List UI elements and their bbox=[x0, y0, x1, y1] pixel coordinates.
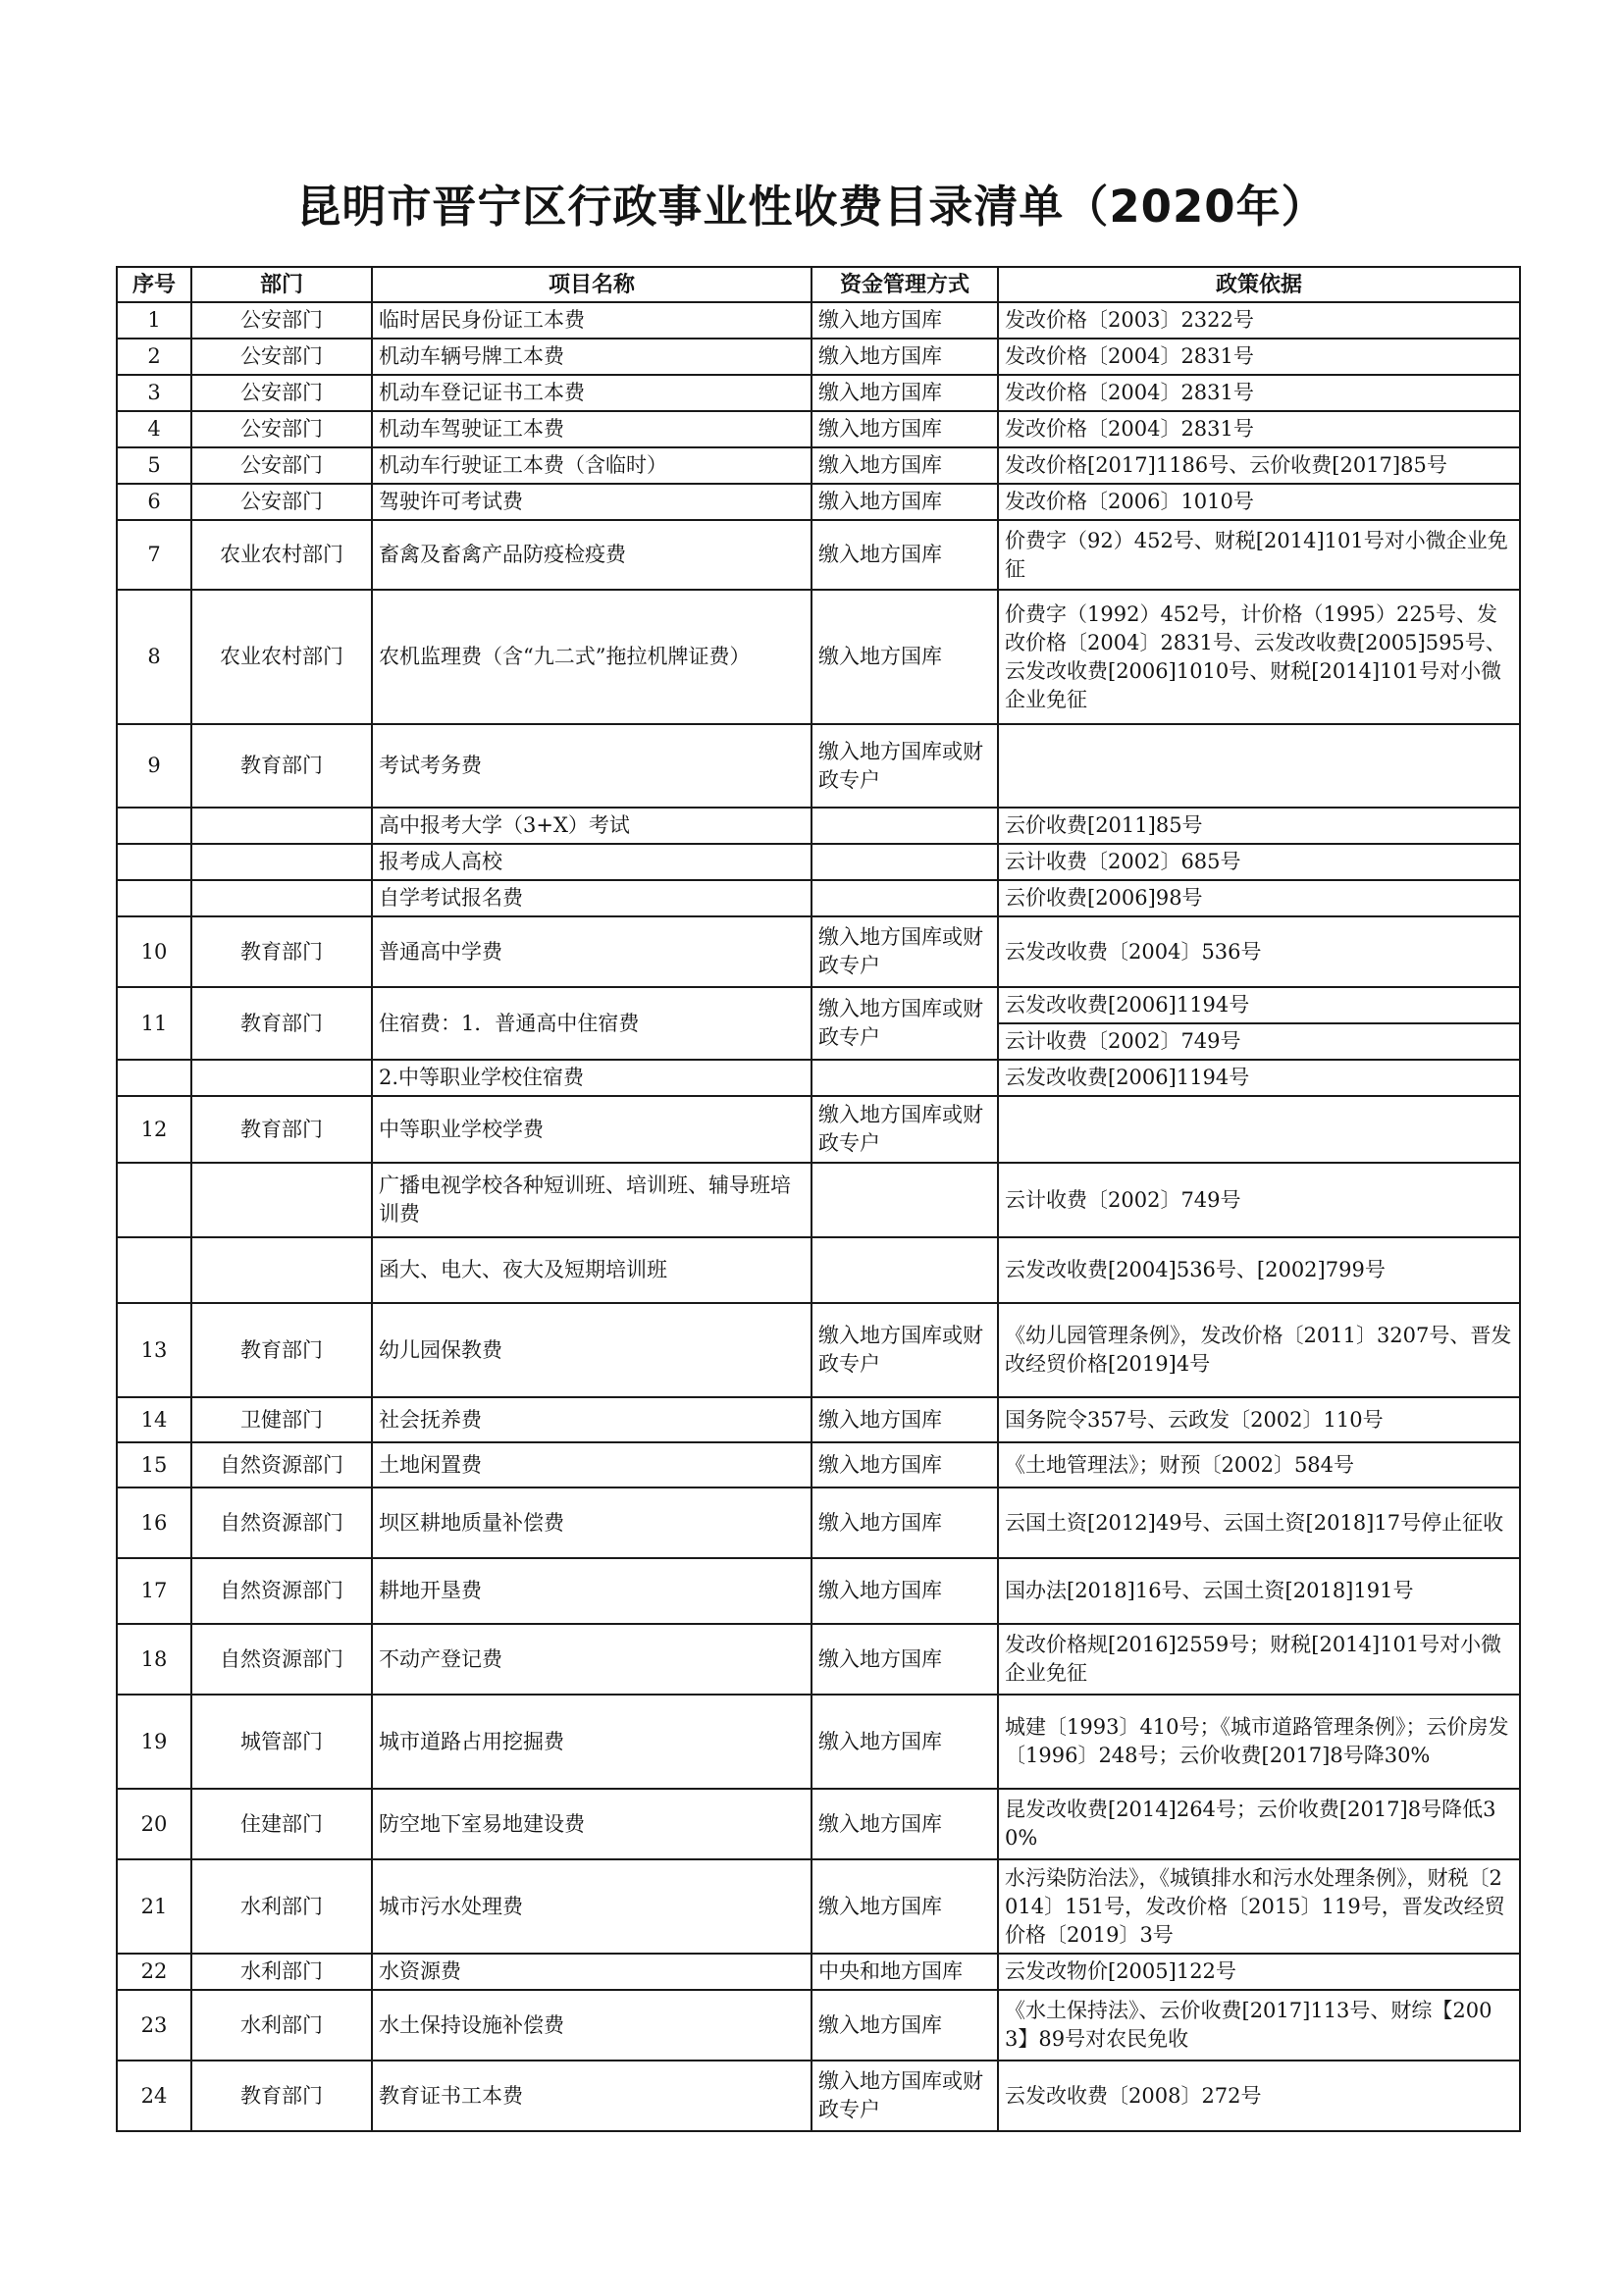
row-item: 水资源费 bbox=[372, 1954, 812, 1990]
row-fund: 缴入地方国库 bbox=[812, 1397, 998, 1442]
row-number: 3 bbox=[117, 375, 191, 411]
table-row bbox=[117, 411, 1520, 447]
header-fund: 资金管理方式 bbox=[812, 267, 998, 302]
table-row bbox=[117, 808, 1520, 844]
row-fund: 缴入地方国库 bbox=[812, 411, 998, 447]
row-policy bbox=[998, 724, 1520, 808]
table-row bbox=[117, 1695, 1520, 1789]
table-row bbox=[117, 1096, 1520, 1163]
row-policy: 云计收费〔2002〕749号 bbox=[998, 1163, 1520, 1237]
row-policy: 城建〔1993〕410号；《城市道路管理条例》；云价房发〔1996〕248号；云价收费[2017]8号降30% bbox=[998, 1695, 1520, 1789]
row-item: 广播电视学校各种短训班、培训班、辅导班培训费 bbox=[372, 1163, 812, 1237]
table-row bbox=[117, 339, 1520, 375]
row-item: 防空地下室易地建设费 bbox=[372, 1789, 812, 1859]
row-item: 函大、电大、夜大及短期培训班 bbox=[372, 1237, 812, 1303]
page-title: 昆明市晋宁区行政事业性收费目录清单（2020年） bbox=[296, 181, 1327, 233]
row-item: 驾驶许可考试费 bbox=[372, 484, 812, 520]
row-fund: 缴入地方国库或财政专户 bbox=[812, 724, 998, 808]
row-department: 自然资源部门 bbox=[191, 1624, 372, 1695]
row-number: 20 bbox=[117, 1789, 191, 1859]
row-item: 自学考试报名费 bbox=[372, 880, 812, 916]
row-item: 不动产登记费 bbox=[372, 1624, 812, 1695]
table-row bbox=[117, 1303, 1520, 1397]
row-fund: 缴入地方国库 bbox=[812, 1990, 998, 2061]
row-department: 公安部门 bbox=[191, 339, 372, 375]
row-item: 考试考务费 bbox=[372, 724, 812, 808]
row-fund: 缴入地方国库 bbox=[812, 375, 998, 411]
table-row bbox=[117, 484, 1520, 520]
row-policy: 云发改收费[2006]1194号 bbox=[998, 987, 1520, 1023]
row-policy: 《幼儿园管理条例》，发改价格〔2011〕3207号、晋发改经贸价格[2019]4号 bbox=[998, 1303, 1520, 1397]
row-item: 机动车登记证书工本费 bbox=[372, 375, 812, 411]
row-fund: 缴入地方国库或财政专户 bbox=[812, 987, 998, 1060]
row-number bbox=[117, 1163, 191, 1237]
row-number: 10 bbox=[117, 916, 191, 987]
row-item: 中等职业学校学费 bbox=[372, 1096, 812, 1163]
row-department: 自然资源部门 bbox=[191, 1558, 372, 1624]
row-policy: 国务院令357号、云政发〔2002〕110号 bbox=[998, 1397, 1520, 1442]
table-row bbox=[117, 987, 1520, 1023]
row-number bbox=[117, 1237, 191, 1303]
table-row bbox=[117, 590, 1520, 724]
row-department bbox=[191, 1237, 372, 1303]
row-item: 耕地开垦费 bbox=[372, 1558, 812, 1624]
table-row bbox=[117, 302, 1520, 339]
row-number: 24 bbox=[117, 2061, 191, 2131]
row-department: 公安部门 bbox=[191, 375, 372, 411]
row-fund: 缴入地方国库 bbox=[812, 1695, 998, 1789]
row-fund: 缴入地方国库 bbox=[812, 1558, 998, 1624]
table-row bbox=[117, 880, 1520, 916]
row-department: 住建部门 bbox=[191, 1789, 372, 1859]
row-fund bbox=[812, 1060, 998, 1096]
row-item: 普通高中学费 bbox=[372, 916, 812, 987]
row-number: 6 bbox=[117, 484, 191, 520]
row-department: 水利部门 bbox=[191, 1990, 372, 2061]
row-fund: 缴入地方国库 bbox=[812, 484, 998, 520]
table-row bbox=[117, 1163, 1520, 1237]
row-number: 9 bbox=[117, 724, 191, 808]
row-number: 13 bbox=[117, 1303, 191, 1397]
row-policy: 发改价格〔2004〕2831号 bbox=[998, 411, 1520, 447]
table-row bbox=[117, 520, 1520, 590]
table-row bbox=[117, 1442, 1520, 1487]
row-number: 16 bbox=[117, 1487, 191, 1558]
row-department: 教育部门 bbox=[191, 987, 372, 1060]
row-fund: 缴入地方国库 bbox=[812, 1487, 998, 1558]
row-department: 公安部门 bbox=[191, 302, 372, 339]
row-item: 坝区耕地质量补偿费 bbox=[372, 1487, 812, 1558]
row-department: 公安部门 bbox=[191, 484, 372, 520]
fee-table bbox=[116, 266, 1521, 2132]
row-department: 农业农村部门 bbox=[191, 520, 372, 590]
row-department: 教育部门 bbox=[191, 1303, 372, 1397]
row-department: 自然资源部门 bbox=[191, 1487, 372, 1558]
row-fund: 缴入地方国库 bbox=[812, 1789, 998, 1859]
row-policy: 发改价格规[2016]2559号；财税[2014]101号对小微企业免征 bbox=[998, 1624, 1520, 1695]
row-policy-secondary: 云计收费〔2002〕749号 bbox=[998, 1023, 1520, 1060]
row-fund: 缴入地方国库 bbox=[812, 447, 998, 484]
row-department: 教育部门 bbox=[191, 724, 372, 808]
row-policy: 云价收费[2011]85号 bbox=[998, 808, 1520, 844]
row-fund: 中央和地方国库 bbox=[812, 1954, 998, 1990]
row-number: 4 bbox=[117, 411, 191, 447]
row-policy: 《土地管理法》；财预〔2002〕584号 bbox=[998, 1442, 1520, 1487]
row-item: 幼儿园保教费 bbox=[372, 1303, 812, 1397]
row-department: 教育部门 bbox=[191, 2061, 372, 2131]
row-item: 机动车辆号牌工本费 bbox=[372, 339, 812, 375]
row-policy: 云发改收费[2004]536号、[2002]799号 bbox=[998, 1237, 1520, 1303]
row-number: 2 bbox=[117, 339, 191, 375]
row-number: 18 bbox=[117, 1624, 191, 1695]
row-item: 土地闲置费 bbox=[372, 1442, 812, 1487]
row-policy: 昆发改收费[2014]264号；云价收费[2017]8号降低30% bbox=[998, 1789, 1520, 1859]
row-policy: 水污染防治法》，《城镇排水和污水处理条例》，财税〔2014〕151号，发改价格〔2015〕119号，晋发改经贸价格〔2019〕3号 bbox=[998, 1859, 1520, 1954]
row-policy: 国办法[2018]16号、云国土资[2018]191号 bbox=[998, 1558, 1520, 1624]
table-row bbox=[117, 916, 1520, 987]
header-dept: 部门 bbox=[191, 267, 372, 302]
table-row bbox=[117, 375, 1520, 411]
row-policy: 云发改收费〔2008〕272号 bbox=[998, 2061, 1520, 2131]
row-policy: 云发改物价[2005]122号 bbox=[998, 1954, 1520, 1990]
row-fund: 缴入地方国库或财政专户 bbox=[812, 916, 998, 987]
row-fund bbox=[812, 1163, 998, 1237]
table-row bbox=[117, 1789, 1520, 1859]
row-policy: 价费字（92）452号、财税[2014]101号对小微企业免征 bbox=[998, 520, 1520, 590]
row-policy: 云发改收费〔2004〕536号 bbox=[998, 916, 1520, 987]
row-item: 报考成人高校 bbox=[372, 844, 812, 880]
row-fund: 缴入地方国库 bbox=[812, 339, 998, 375]
row-fund bbox=[812, 880, 998, 916]
row-policy: 发改价格〔2006〕1010号 bbox=[998, 484, 1520, 520]
row-number: 15 bbox=[117, 1442, 191, 1487]
row-department: 教育部门 bbox=[191, 1096, 372, 1163]
row-number bbox=[117, 844, 191, 880]
table-row bbox=[117, 1558, 1520, 1624]
table-row bbox=[117, 1397, 1520, 1442]
row-fund: 缴入地方国库 bbox=[812, 302, 998, 339]
row-number: 1 bbox=[117, 302, 191, 339]
row-fund: 缴入地方国库 bbox=[812, 1859, 998, 1954]
row-item: 社会抚养费 bbox=[372, 1397, 812, 1442]
row-fund: 缴入地方国库 bbox=[812, 590, 998, 724]
row-item: 住宿费：1．普通高中住宿费 bbox=[372, 987, 812, 1060]
row-policy: 发改价格〔2003〕2322号 bbox=[998, 302, 1520, 339]
row-fund bbox=[812, 844, 998, 880]
table-row bbox=[117, 1624, 1520, 1695]
row-department bbox=[191, 880, 372, 916]
row-department bbox=[191, 844, 372, 880]
table-row bbox=[117, 1990, 1520, 2061]
row-department: 水利部门 bbox=[191, 1954, 372, 1990]
row-number: 7 bbox=[117, 520, 191, 590]
row-number bbox=[117, 808, 191, 844]
row-policy bbox=[998, 1096, 1520, 1163]
row-policy: 《水土保持法》、云价收费[2017]113号、财综【2003】89号对农民免收 bbox=[998, 1990, 1520, 2061]
row-number: 11 bbox=[117, 987, 191, 1060]
row-number: 19 bbox=[117, 1695, 191, 1789]
row-department: 农业农村部门 bbox=[191, 590, 372, 724]
row-policy: 价费字（1992）452号，计价格（1995）225号、发改价格〔2004〕2831号、云发改收费[2005]595号、云发改收费[2006]1010号、财税[2014]101号对小微企业免征 bbox=[998, 590, 1520, 724]
row-item: 高中报考大学（3+X）考试 bbox=[372, 808, 812, 844]
row-number: 21 bbox=[117, 1859, 191, 1954]
table-row bbox=[117, 844, 1520, 880]
row-number bbox=[117, 1060, 191, 1096]
row-fund bbox=[812, 1237, 998, 1303]
table-row bbox=[117, 1859, 1520, 1954]
row-item: 临时居民身份证工本费 bbox=[372, 302, 812, 339]
row-fund: 缴入地方国库 bbox=[812, 1624, 998, 1695]
table-row bbox=[117, 1237, 1520, 1303]
header-no: 序号 bbox=[117, 267, 191, 302]
row-policy: 云国土资[2012]49号、云国土资[2018]17号停止征收 bbox=[998, 1487, 1520, 1558]
row-fund: 缴入地方国库或财政专户 bbox=[812, 1303, 998, 1397]
row-number: 5 bbox=[117, 447, 191, 484]
table-row bbox=[117, 447, 1520, 484]
row-item: 机动车驾驶证工本费 bbox=[372, 411, 812, 447]
row-number: 17 bbox=[117, 1558, 191, 1624]
row-department: 自然资源部门 bbox=[191, 1442, 372, 1487]
row-fund bbox=[812, 808, 998, 844]
row-number: 8 bbox=[117, 590, 191, 724]
row-number: 14 bbox=[117, 1397, 191, 1442]
table-row bbox=[117, 724, 1520, 808]
table-row bbox=[117, 2061, 1520, 2131]
table-row bbox=[117, 1954, 1520, 1990]
header-policy: 政策依据 bbox=[998, 267, 1520, 302]
row-department: 水利部门 bbox=[191, 1859, 372, 1954]
row-department: 卫健部门 bbox=[191, 1397, 372, 1442]
row-item: 机动车行驶证工本费（含临时） bbox=[372, 447, 812, 484]
row-fund: 缴入地方国库 bbox=[812, 1442, 998, 1487]
row-item: 2.中等职业学校住宿费 bbox=[372, 1060, 812, 1096]
row-fund: 缴入地方国库或财政专户 bbox=[812, 2061, 998, 2131]
row-policy: 云发改收费[2006]1194号 bbox=[998, 1060, 1520, 1096]
row-department bbox=[191, 1060, 372, 1096]
header-item: 项目名称 bbox=[372, 267, 812, 302]
row-department bbox=[191, 1163, 372, 1237]
row-item: 城市污水处理费 bbox=[372, 1859, 812, 1954]
row-department: 公安部门 bbox=[191, 411, 372, 447]
row-department bbox=[191, 808, 372, 844]
table-header-row bbox=[117, 267, 1520, 302]
row-fund: 缴入地方国库或财政专户 bbox=[812, 1096, 998, 1163]
row-department: 公安部门 bbox=[191, 447, 372, 484]
row-number: 22 bbox=[117, 1954, 191, 1990]
row-item: 畜禽及畜禽产品防疫检疫费 bbox=[372, 520, 812, 590]
row-policy: 发改价格〔2004〕2831号 bbox=[998, 375, 1520, 411]
row-number bbox=[117, 880, 191, 916]
row-item: 农机监理费（含“九二式”拖拉机牌证费） bbox=[372, 590, 812, 724]
row-number: 12 bbox=[117, 1096, 191, 1163]
row-item: 教育证书工本费 bbox=[372, 2061, 812, 2131]
row-department: 城管部门 bbox=[191, 1695, 372, 1789]
row-policy: 云计收费〔2002〕685号 bbox=[998, 844, 1520, 880]
row-department: 教育部门 bbox=[191, 916, 372, 987]
row-policy: 云价收费[2006]98号 bbox=[998, 880, 1520, 916]
row-number: 23 bbox=[117, 1990, 191, 2061]
row-policy: 发改价格〔2004〕2831号 bbox=[998, 339, 1520, 375]
row-item: 水土保持设施补偿费 bbox=[372, 1990, 812, 2061]
table-row bbox=[117, 1060, 1520, 1096]
row-item: 城市道路占用挖掘费 bbox=[372, 1695, 812, 1789]
row-policy: 发改价格[2017]1186号、云价收费[2017]85号 bbox=[998, 447, 1520, 484]
row-fund: 缴入地方国库 bbox=[812, 520, 998, 590]
table-row bbox=[117, 1487, 1520, 1558]
